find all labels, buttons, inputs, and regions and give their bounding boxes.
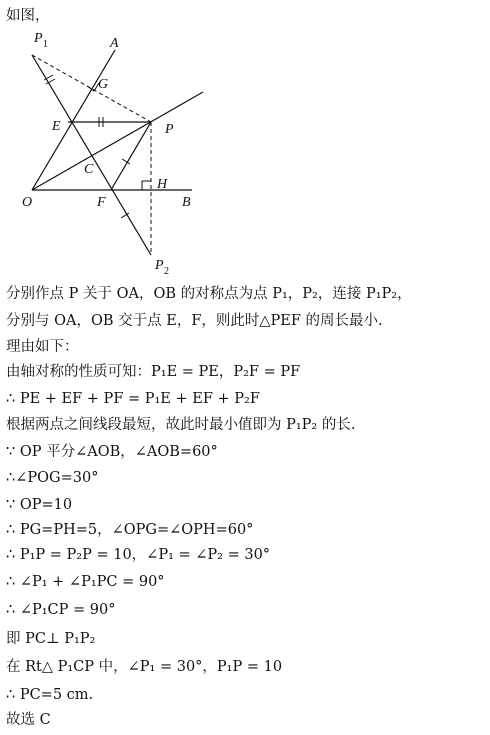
- label-f: F: [97, 195, 106, 210]
- label-g: G: [98, 77, 109, 92]
- label-e: E: [52, 119, 61, 134]
- solution-line-8: ∴∠POG=30°: [6, 470, 99, 486]
- solution-line-14: 即 PC⊥ P₁P₂: [6, 631, 96, 647]
- solution-line-10: ∴ PG=PH=5，∠OPG=∠OPH=60°: [6, 522, 254, 538]
- solution-line-9: ∵ OP=10: [6, 497, 73, 513]
- solution-line-11: ∴ P₁P = P₂P = 10，∠P₁ = ∠P₂ = 30°: [6, 547, 271, 563]
- label-b: B: [182, 195, 191, 210]
- segment-fp: [111, 122, 151, 190]
- label-o: O: [22, 195, 33, 210]
- solution-line-2: 分别与 OA，OB 交于点 E，F，则此时△PEF 的周长最小.: [6, 313, 383, 329]
- segment-p1p2: [32, 55, 151, 255]
- label-p1: P: [34, 31, 43, 46]
- solution-line-16: ∴ PC=5 cm.: [6, 687, 94, 703]
- ray-op: [32, 92, 203, 190]
- solution-line-5: ∴ PE + EF + PF = P₁E + EF + P₂F: [6, 391, 260, 407]
- label-p2-sub: 2: [164, 266, 169, 277]
- geometry-figure: [0, 22, 230, 277]
- label-a: A: [110, 36, 119, 51]
- label-p1-sub: 1: [43, 39, 48, 50]
- solution-line-12: ∴ ∠P₁ + ∠P₁PC = 90°: [6, 574, 165, 590]
- intro-text: 如图，: [6, 8, 50, 24]
- label-p2: P: [155, 258, 164, 273]
- solution-line-13: ∴ ∠P₁CP = 90°: [6, 602, 116, 618]
- right-angle-h: [142, 181, 151, 190]
- solution-line-7: ∵ OP 平分∠AOB，∠AOB=60°: [6, 444, 218, 460]
- solution-line-4: 由轴对称的性质可知：P₁E = PE，P₂F = PF: [6, 364, 301, 380]
- solution-line-6: 根据两点之间线段最短，故此时最小值即为 P₁P₂ 的长.: [6, 417, 356, 433]
- solution-line-1: 分别作点 P 关于 OA，OB 的对称点为点 P₁，P₂，连接 P₁P₂，: [6, 286, 412, 302]
- label-c: C: [84, 162, 94, 177]
- label-h: H: [157, 177, 168, 192]
- solution-line-15: 在 Rt△ P₁CP 中，∠P₁ = 30°，P₁P = 10: [6, 659, 283, 675]
- solution-line-17: 故选 C: [6, 712, 51, 728]
- solution-line-3: 理由如下：: [6, 339, 79, 355]
- label-p: P: [165, 122, 174, 137]
